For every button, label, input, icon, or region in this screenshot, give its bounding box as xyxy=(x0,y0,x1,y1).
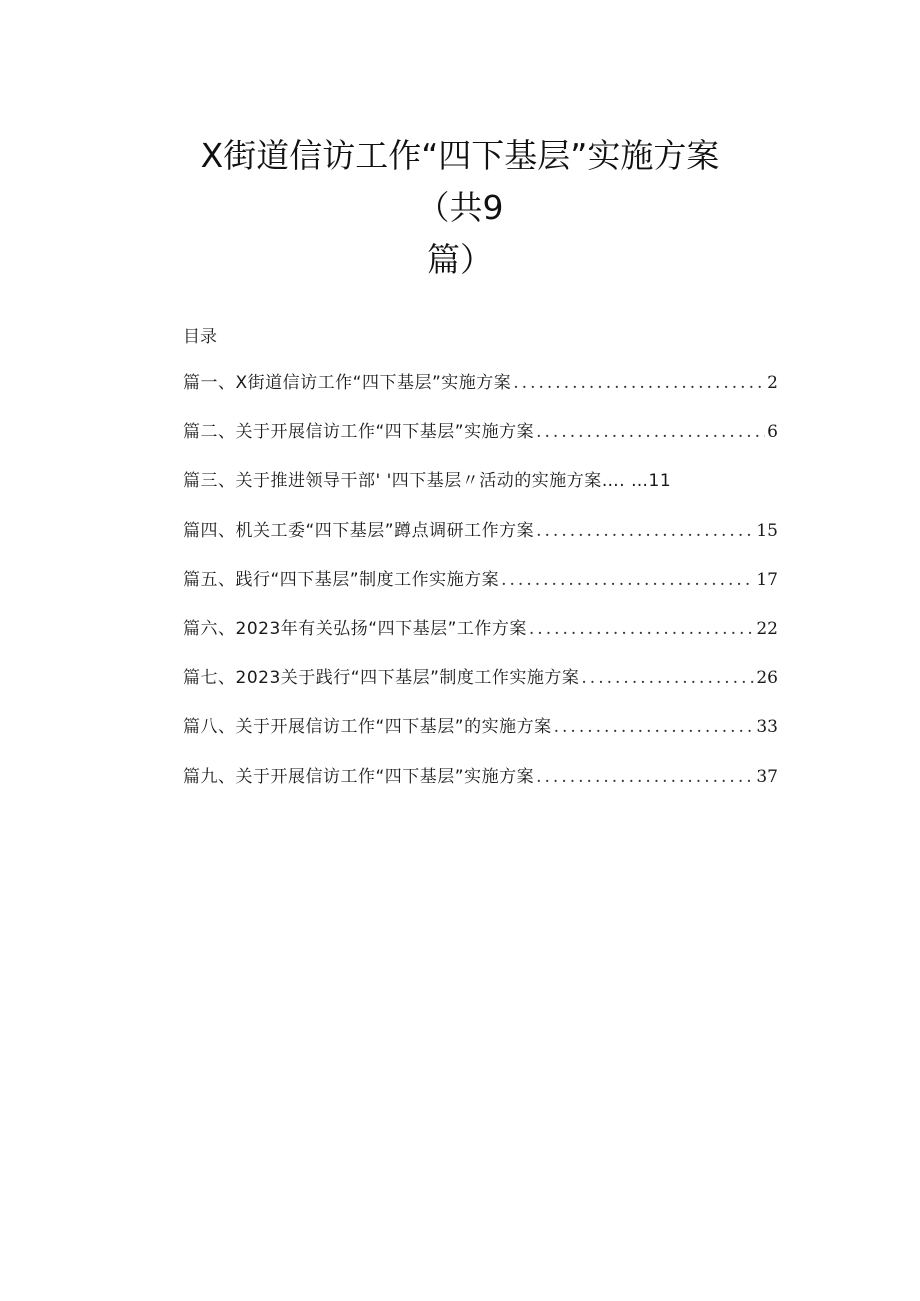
toc-page-number: 33 xyxy=(756,717,778,738)
toc-dot-leader xyxy=(501,570,754,590)
toc-entry-title: 篇一、X街道信访工作“四下基层”实施方案 xyxy=(183,373,512,393)
toc-page-number: 6 xyxy=(767,422,778,443)
toc-entry[interactable] xyxy=(183,565,778,614)
toc-dot-leader xyxy=(581,668,754,688)
toc-entry[interactable] xyxy=(183,417,778,466)
toc-dot-leader xyxy=(536,767,754,787)
toc-dot-leader xyxy=(513,373,765,393)
toc-entry[interactable] xyxy=(183,712,778,761)
toc-dot-leader xyxy=(529,619,754,639)
toc-dot-leader xyxy=(536,422,765,442)
title-line-2: （共9 xyxy=(416,188,504,227)
title-line-1: X街道信访工作“四下基层”实施方案 xyxy=(200,136,720,175)
toc-page-number: 37 xyxy=(756,766,778,787)
toc-entry-title: 篇七、2023关于践行“四下基层”制度工作实施方案 xyxy=(183,668,580,689)
toc-entry-title: 篇九、关于开展信访工作“四下基层”实施方案 xyxy=(183,766,535,787)
document-title xyxy=(0,130,920,286)
toc-entry[interactable] xyxy=(183,663,778,712)
toc-entry[interactable] xyxy=(183,516,778,565)
table-of-contents xyxy=(183,368,778,811)
toc-heading: 目录 xyxy=(183,327,217,347)
toc-page-number: 22 xyxy=(756,618,778,639)
toc-entry-title: 篇五、践行“四下基层”制度工作实施方案 xyxy=(183,569,500,590)
toc-page-number: 17 xyxy=(756,569,778,590)
toc-page-number: 26 xyxy=(756,668,778,689)
toc-page-number: 2 xyxy=(767,373,778,393)
toc-dot-leader xyxy=(554,717,755,737)
title-line-3: 篇） xyxy=(427,240,493,279)
toc-entry-title: 篇八、关于开展信访工作“四下基层”的实施方案 xyxy=(183,717,552,738)
toc-entry-title: 篇六、2023年有关弘扬“四下基层”工作方案 xyxy=(183,618,527,639)
toc-entry[interactable] xyxy=(183,762,778,811)
toc-dot-leader xyxy=(536,521,754,541)
toc-entry[interactable] xyxy=(183,466,778,515)
toc-entry-title: 篇三、关于推进领导干部' '四下基层〃活动的实施方案…. …11 xyxy=(183,471,672,492)
toc-entry[interactable] xyxy=(183,368,778,417)
toc-entry[interactable] xyxy=(183,614,778,663)
toc-entry-title: 篇四、机关工委“四下基层”蹲点调研工作方案 xyxy=(183,520,535,541)
toc-entry-title: 篇二、关于开展信访工作“四下基层”实施方案 xyxy=(183,422,535,443)
toc-page-number: 15 xyxy=(756,520,778,541)
